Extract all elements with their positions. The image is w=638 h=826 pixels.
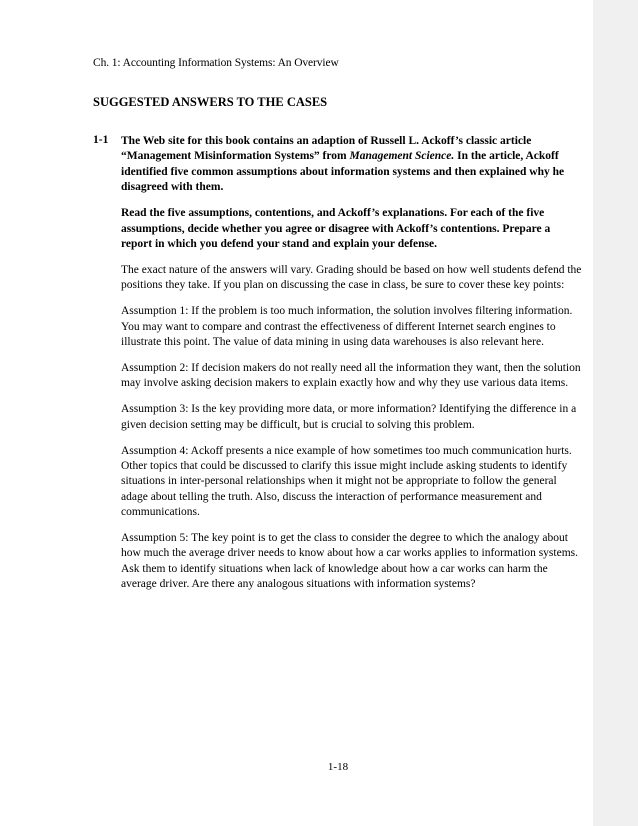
case-instructions: Read the five assumptions, contentions, and Ackoff’s explanations. For each of the five assumptions, decide whether you agree or disagree with Ackoff’s contentions. Prepare a report in which you defend your stand and explain your defense. [121,207,551,250]
assumption-2: Assumption 2: If decision makers do not really need all the information they want, then the solution may involve asking decision makers to explain exactly how and why they use various data items. [121,361,581,390]
case-intro-part2: In the article, Ackoff identified five common assumptions about information systems and then explained why he disagreed with them. [121,150,565,194]
journal-title: Management Science. [349,150,455,163]
assumption-5: Assumption 5: The key point is to get the class to consider the degree to which the analogy about how much the average driver needs to know about how a car works applies to information systems. Ask them to identify situations when lack of knowledge about how a car works can harm the average driver. Are there any analogous situations with information systems? [121,532,579,591]
case-number: 1-1 [93,134,109,146]
case-intro [121,134,583,196]
assumption-3: Assumption 3: Is the key providing more data, or more information? Identifying the difference in a given decision setting may be difficult, but is crucial to solving this problem. [121,403,577,431]
section-title: SUGGESTED ANSWERS TO THE CASES [93,95,328,109]
answer-intro: The exact nature of the answers will vary. Grading should be based on how well students defend the positions they take. If you plan on discussing the case in class, be sure to cover these key points: [121,263,582,292]
assumption-1: Assumption 1: If the problem is too much information, the solution involves filtering information. You may want to compare and contrast the effectiveness of different Internet search engines to illustrate this point. The value of data mining in using data warehouses is also relevant here. [121,305,573,348]
case-body [121,134,583,603]
case-intro-part1: The Web site for this book contains an adaption of Russell L. Ackoff’s classic article “Management Misinformation Systems” from [121,135,532,163]
viewer-side-gutter [593,0,638,826]
chapter-header: Ch. 1: Accounting Information Systems: An Overview [93,57,339,69]
page-number: 1-18 [327,761,349,773]
assumption-4: Assumption 4: Ackoff presents a nice example of how sometimes too much communication hurts. Other topics that could be discussed to clarify this issue might include asking students to identify situations in inter-personal relationships when it might not be appropriate to follow the general adage about telling the truth. Also, discuss the interaction of performance measurement and communications. [121,444,572,519]
